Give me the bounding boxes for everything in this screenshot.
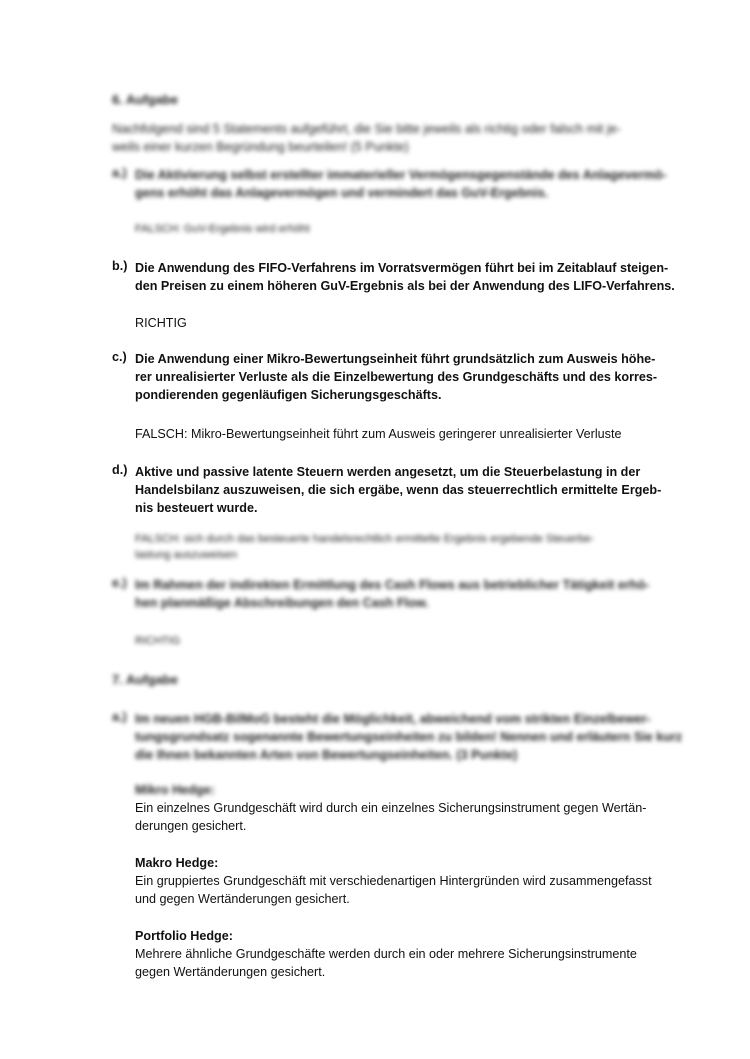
task6-intro-line-1: Nachfolgend sind 5 Statements aufgeführt, die Sie bitte jeweils als richtig oder falsch mit je- (112, 122, 621, 136)
task7-heading: 7. Aufgabe (112, 672, 178, 687)
item-e-question-2: hen planmäßige Abschreibungen den Cash Flow. (135, 596, 429, 610)
item-c-question-2: rer unrealisierter Verluste als die Einzelbewertung des Grundgeschäfts und des korres- (135, 370, 658, 384)
hedge-title-makro: Makro Hedge: (135, 856, 219, 870)
item-b-question-1: Die Anwendung des FIFO-Verfahrens im Vorratsvermögen führt bei im Zeitablauf steigen- (135, 261, 669, 275)
hedge-text-mikro-2: derungen gesichert. (135, 819, 247, 833)
item-b-label: b.) (112, 259, 128, 273)
hedge-text-makro-1: Ein gruppiertes Grundgeschäft mit verschiedenartigen Hintergründen wird zusammengefasst (135, 874, 652, 888)
item-a-answer: FALSCH: GuV-Ergebnis wird erhöht (135, 223, 310, 235)
item-d-label: d.) (112, 463, 128, 477)
item-d-answer-1: FALSCH: sich durch das besteuerte handelsrechtlich ermittelte Ergebnis ergebende Steuerbe- (135, 533, 595, 545)
item-e-label: e.) (112, 576, 127, 590)
task7-item-a-label: a.) (112, 710, 127, 724)
item-a-question-2: gens erhöht das Anlagevermögen und vermindert das GuV-Ergebnis. (135, 186, 549, 200)
task7-question-2: tungsgrundsatz sogenannte Bewertungseinheiten zu bilden! Nennen und erläutern Sie kurz (135, 730, 683, 744)
item-d-question-1: Aktive und passive latente Steuern werden angesetzt, um die Steuerbelastung in der (135, 465, 641, 479)
item-b-answer: RICHTIG (135, 316, 187, 330)
hedge-text-mikro-1: Ein einzelnes Grundgeschäft wird durch ein einzelnes Sicherungsinstrument gegen Wertän- (135, 801, 647, 815)
item-d-question-2: Handelsbilanz auszuweisen, die sich ergäbe, wenn das steuerrechtlich ermittelte Ergeb- (135, 483, 662, 497)
item-a-label: a.) (112, 166, 127, 180)
item-c-answer: FALSCH: Mikro-Bewertungseinheit führt zum Ausweis geringerer unrealisierter Verluste (135, 427, 622, 441)
hedge-title-portfolio: Portfolio Hedge: (135, 929, 233, 943)
item-c-label: c.) (112, 350, 127, 364)
task6-heading: 6. Aufgabe (112, 92, 178, 107)
task6-intro-line-2: weils einer kurzen Begründung beurteilen! (5 Punkte) (112, 140, 409, 154)
hedge-title-mikro: Mikro Hedge: (135, 783, 215, 797)
item-c-question-1: Die Anwendung einer Mikro-Bewertungseinheit führt grundsätzlich zum Ausweis höhe- (135, 352, 656, 366)
item-b-question-2: den Preisen zu einem höheren GuV-Ergebnis als bei der Anwendung des LIFO-Verfahrens. (135, 279, 675, 293)
item-e-answer: RICHTIG (135, 635, 181, 647)
item-d-answer-2: lastung auszuweisen (135, 549, 238, 561)
item-c-question-3: pondierenden gegenläufigen Sicherungsgeschäfts. (135, 388, 442, 402)
hedge-text-portfolio-2: gegen Wertänderungen gesichert. (135, 965, 326, 979)
item-a-question-1: Die Aktivierung selbst erstellter immaterieller Vermögensgegenstände des Anlagevermö- (135, 168, 667, 182)
task7-question-3: die Ihnen bekannten Arten von Bewertungseinheiten. (3 Punkte) (135, 748, 518, 762)
hedge-text-portfolio-1: Mehrere ähnliche Grundgeschäfte werden durch ein oder mehrere Sicherungsinstrumente (135, 947, 637, 961)
task7-question-1: Im neuen HGB-BilMoG besteht die Möglichkeit, abweichend vom strikten Einzelbewer- (135, 712, 651, 726)
hedge-text-makro-2: und gegen Wertänderungen gesichert. (135, 892, 350, 906)
item-e-question-1: Im Rahmen der indirekten Ermittlung des Cash Flows aus betrieblicher Tätigkeit erhö- (135, 578, 650, 592)
item-d-question-3: nis besteuert wurde. (135, 501, 258, 515)
